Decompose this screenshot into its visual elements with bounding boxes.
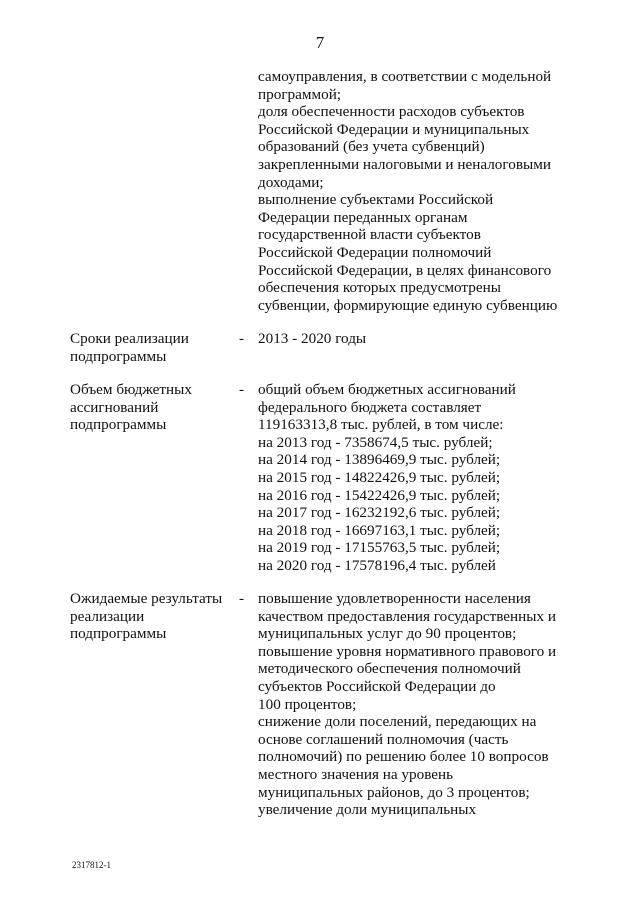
text-line: муниципальных услуг до 90 процентов;	[258, 625, 517, 643]
text-line: образований (без учета субвенций)	[258, 138, 485, 156]
text-line: повышение уровня нормативного правового и	[258, 642, 557, 660]
text-line: субвенции, формирующие единую субвенцию	[258, 296, 558, 314]
text-line: обеспечения которых предусмотрены	[258, 279, 501, 297]
text-line: подпрограммы	[70, 416, 167, 434]
text-line: снижение доли поселений, передающих на	[258, 713, 537, 731]
text-line: 100 процентов;	[258, 695, 357, 713]
text-line: закрепленными налоговыми и неналоговыми	[258, 155, 551, 173]
text-line: муниципальных районов, до 3 процентов;	[258, 783, 530, 801]
page-number: 7	[315, 33, 325, 52]
text-line: Ожидаемые результаты	[70, 590, 223, 607]
text-line: государственной власти субъектов	[258, 226, 481, 244]
text-line: методического обеспечения полномочий	[258, 660, 521, 678]
section-label	[70, 590, 222, 643]
separator-dash: -	[239, 381, 245, 398]
text-line: на 2020 год - 17578196,4 тыс. рублей	[258, 556, 496, 574]
text-line: увеличение доли муниципальных	[258, 801, 477, 819]
text-line: 2013 - 2020 годы	[258, 330, 367, 347]
text-line: общий объем бюджетных ассигнований	[258, 381, 516, 398]
text-line: реализации	[70, 607, 145, 625]
text-line: подпрограммы	[70, 347, 167, 365]
text-line: полномочий) по решению более 10 вопросов	[258, 748, 549, 766]
text-line: выполнение субъектами Российской	[258, 191, 494, 209]
text-line: программой;	[258, 85, 342, 103]
section-label	[70, 381, 192, 434]
text-line: на 2014 год - 13896469,9 тыс. рублей;	[258, 451, 501, 469]
section-content	[258, 330, 366, 348]
document-code: 2317812-1	[72, 860, 111, 870]
text-line: на 2016 год - 15422426,9 тыс. рублей;	[258, 486, 501, 504]
text-line: на 2018 год - 16697163,1 тыс. рублей;	[258, 521, 501, 539]
text-line: подпрограммы	[70, 625, 167, 643]
text-line: доля обеспеченности расходов субъектов	[258, 103, 525, 121]
text-line: на 2019 год - 17155763,5 тыс. рублей;	[258, 539, 501, 557]
text-line: Сроки реализации	[70, 330, 189, 347]
text-line: на 2015 год - 14822426,9 тыс. рублей;	[258, 468, 501, 486]
intro-text	[258, 68, 557, 314]
text-line: Российской Федерации и муниципальных	[258, 120, 530, 138]
text-line: Объем бюджетных	[70, 381, 192, 398]
section-label	[70, 330, 189, 365]
text-line: 119163313,8 тыс. рублей, в том числе:	[258, 416, 504, 434]
section-content	[258, 590, 556, 819]
text-line: повышение удовлетворенности населения	[258, 590, 531, 607]
text-line: федерального бюджета составляет	[258, 398, 482, 416]
separator-dash: -	[239, 590, 245, 607]
section-content	[258, 381, 516, 575]
text-line: на 2013 год - 7358674,5 тыс. рублей;	[258, 433, 493, 451]
text-line: ассигнований	[70, 398, 159, 416]
text-line: субъектов Российской Федерации до	[258, 677, 496, 695]
text-line: на 2017 год - 16232192,6 тыс. рублей;	[258, 504, 501, 522]
text-line: Российской Федерации полномочий	[258, 243, 492, 261]
text-line: Федерации переданных органам	[258, 208, 468, 226]
text-line: Российской Федерации, в целях финансового	[258, 261, 552, 279]
separator-dash: -	[239, 330, 245, 347]
text-line: местного значения на уровень	[258, 765, 454, 783]
text-line: основе соглашений полномочия (часть	[258, 730, 509, 748]
text-line: доходами;	[258, 173, 324, 191]
text-line: качеством предоставления государственных и	[258, 607, 557, 625]
text-line: самоуправления, в соответствии с модельной	[258, 68, 552, 85]
